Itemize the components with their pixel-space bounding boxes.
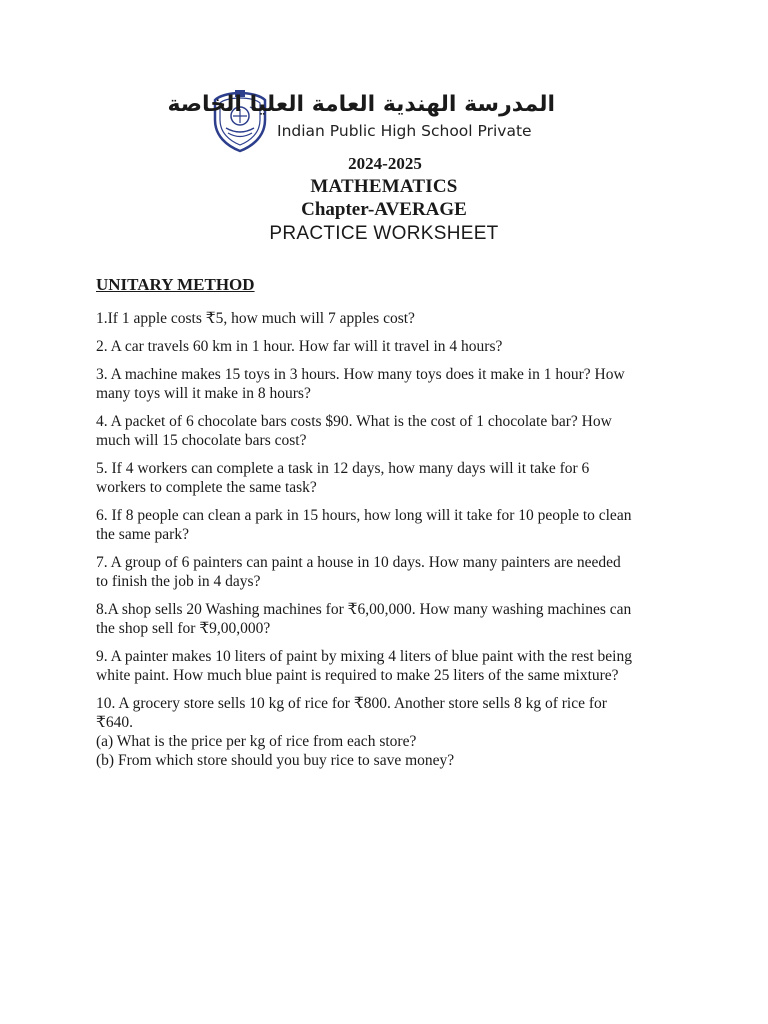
question-item — [96, 647, 686, 685]
worksheet-title: PRACTICE WORKSHEET — [269, 223, 499, 244]
question-item — [96, 694, 686, 770]
question-text: ₹640. — [96, 714, 133, 731]
question-text: (a) What is the price per kg of rice from each store? — [96, 733, 417, 750]
question-list — [96, 309, 686, 779]
subject-title: MATHEMATICS — [310, 176, 458, 197]
question-text: 5. If 4 workers can complete a task in 12 days, how many days will it take for 6 — [96, 460, 590, 477]
question-text: white paint. How much blue paint is required to make 25 liters of the same mixture? — [96, 667, 619, 684]
question-text: 10. A grocery store sells 10 kg of rice for ₹800. Another store sells 8 kg of rice for — [96, 695, 607, 712]
question-text: 8.A shop sells 20 Washing machines for ₹6,00,000. How many washing machines can — [96, 601, 632, 618]
question-text: 3. A machine makes 15 toys in 3 hours. How many toys does it make in 1 hour? How — [96, 366, 625, 383]
question-text: 4. A packet of 6 chocolate bars costs $90. What is the cost of 1 chocolate bar? How — [96, 413, 612, 430]
school-name-arabic: المدرسة الهندية العامة العليا الخاصة — [167, 92, 555, 117]
academic-year: 2024-2025 — [348, 154, 422, 173]
question-item — [96, 506, 686, 544]
question-item — [96, 600, 686, 638]
question-item — [96, 337, 686, 356]
question-text: 7. A group of 6 painters can paint a house in 10 days. How many painters are needed — [96, 554, 621, 571]
question-text: 6. If 8 people can clean a park in 15 hours, how long will it take for 10 people to clean — [96, 507, 632, 524]
question-text: the same park? — [96, 526, 189, 543]
question-item — [96, 365, 686, 403]
title-block — [0, 153, 768, 247]
question-item — [96, 412, 686, 450]
question-text: workers to complete the same task? — [96, 479, 317, 496]
question-text: 1.If 1 apple costs ₹5, how much will 7 apples cost? — [96, 310, 415, 327]
section-heading: UNITARY METHOD — [96, 275, 255, 294]
question-text: 9. A painter makes 10 liters of paint by mixing 4 liters of blue paint with the rest being — [96, 648, 632, 665]
chapter-title: Chapter-AVERAGE — [301, 199, 467, 220]
question-text: the shop sell for ₹9,00,000? — [96, 620, 271, 637]
question-text: 2. A car travels 60 km in 1 hour. How far will it travel in 4 hours? — [96, 338, 503, 355]
question-text: many toys will it make in 8 hours? — [96, 385, 311, 402]
question-text: to finish the job in 4 days? — [96, 573, 261, 590]
school-name-english: Indian Public High School Private — [277, 122, 532, 140]
question-item — [96, 459, 686, 497]
question-item — [96, 309, 686, 328]
question-text: much will 15 chocolate bars cost? — [96, 432, 307, 449]
question-item — [96, 553, 686, 591]
question-text: (b) From which store should you buy rice to save money? — [96, 752, 455, 769]
school-header — [167, 88, 556, 154]
